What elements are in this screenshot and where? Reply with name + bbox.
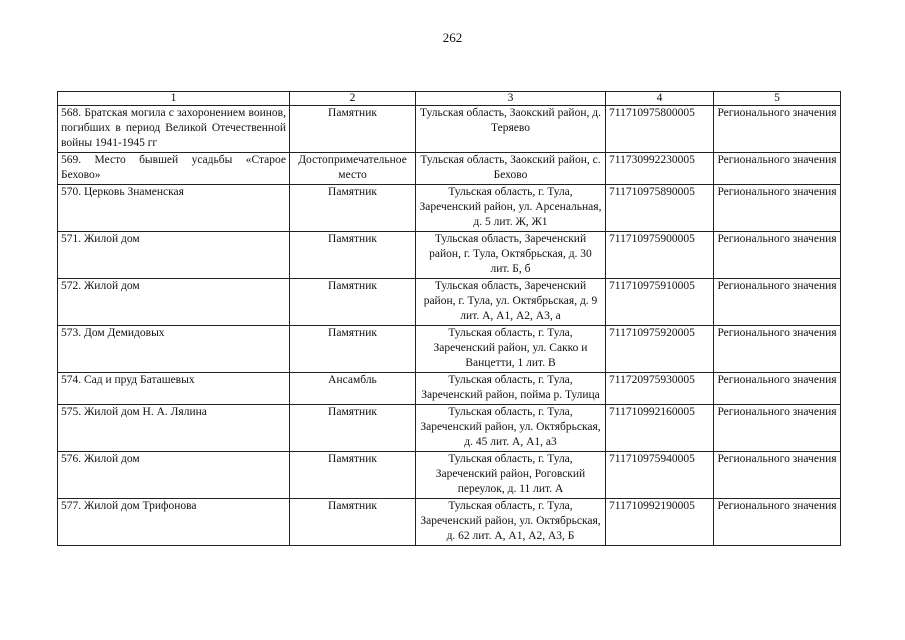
object-name: Жилой дом Трифонова (84, 500, 197, 512)
object-name: Церковь Знаменская (84, 186, 184, 198)
object-type-cell: Ансамбль (290, 373, 416, 405)
registry-code-cell: 711710992190005 (606, 499, 714, 546)
registry-code-cell: 711710975890005 (606, 185, 714, 232)
row-number: 577. (61, 500, 82, 512)
row-number: 572. (61, 280, 82, 292)
registry-code-cell: 711710992160005 (606, 405, 714, 452)
column-header-4: 4 (606, 92, 714, 106)
row-number: 571. (61, 233, 82, 245)
table-row (58, 153, 841, 185)
object-name: Жилой дом (84, 233, 140, 245)
significance-cell: Регионального значения (714, 232, 841, 279)
column-header-5: 5 (714, 92, 841, 106)
object-name: Жилой дом Н. А. Лялина (84, 406, 207, 418)
object-name-cell (58, 326, 290, 373)
registry-code-cell: 711710975910005 (606, 279, 714, 326)
significance-cell: Регионального значения (714, 452, 841, 499)
object-type-cell: Памятник (290, 405, 416, 452)
registry-code-cell: 711710975940005 (606, 452, 714, 499)
significance-cell: Регионального значения (714, 185, 841, 232)
object-name: Место бывшей усадьбы «Старое Бехово» (61, 154, 286, 181)
object-name-cell (58, 106, 290, 153)
object-type-cell: Памятник (290, 185, 416, 232)
table-body (58, 106, 841, 546)
object-name: Братская могила с захоронением воинов, погибших в период Великой Отечественной войны 1941-1945 гг (61, 107, 286, 149)
object-type-cell: Памятник (290, 499, 416, 546)
object-type-cell: Достопримечательное место (290, 153, 416, 185)
significance-cell: Регионального значения (714, 153, 841, 185)
page-number: 262 (442, 30, 463, 45)
registry-code-cell: 711720975930005 (606, 373, 714, 405)
object-name-cell (58, 373, 290, 405)
significance-cell: Регионального значения (714, 326, 841, 373)
registry-code-cell: 711710975900005 (606, 232, 714, 279)
row-number: 573. (61, 327, 82, 339)
object-name: Сад и пруд Баташевых (84, 374, 195, 386)
significance-cell: Регионального значения (714, 279, 841, 326)
object-type-cell: Памятник (290, 452, 416, 499)
column-header-3: 3 (416, 92, 606, 106)
registry-code-cell: 711730992230005 (606, 153, 714, 185)
row-number: 570. (61, 186, 82, 198)
address-cell: Тульская область, г. Тула, Зареченский район, ул. Октябрьская, д. 45 лит. А, А1, а3 (416, 405, 606, 452)
table-row (58, 373, 841, 405)
row-number: 569. (61, 154, 82, 166)
column-number-row (58, 92, 841, 106)
significance-cell: Регионального значения (714, 499, 841, 546)
registry-code-cell: 711710975800005 (606, 106, 714, 153)
object-type-cell: Памятник (290, 232, 416, 279)
address-cell: Тульская область, Зареченский район, г. Тула, ул. Октябрьская, д. 9 лит. А, А1, А2, А3, а (416, 279, 606, 326)
row-number: 574. (61, 374, 82, 386)
address-cell: Тульская область, Зареченский район, г. Тула, Октябрьская, д. 30 лит. Б, б (416, 232, 606, 279)
table-row (58, 326, 841, 373)
object-name: Дом Демидовых (84, 327, 165, 339)
object-type-cell: Памятник (290, 106, 416, 153)
object-name-cell (58, 452, 290, 499)
row-number: 568. (61, 107, 82, 119)
registry-code-cell: 711710975920005 (606, 326, 714, 373)
table-row (58, 279, 841, 326)
object-name-cell (58, 153, 290, 185)
address-cell: Тульская область, г. Тула, Зареченский район, ул. Арсенальная, д. 5 лит. Ж, Ж1 (416, 185, 606, 232)
object-name: Жилой дом (84, 453, 140, 465)
significance-cell: Регионального значения (714, 106, 841, 153)
column-header-1: 1 (58, 92, 290, 106)
address-cell: Тульская область, г. Тула, Зареченский район, Роговский переулок, д. 11 лит. А (416, 452, 606, 499)
object-name-cell (58, 279, 290, 326)
object-name: Жилой дом (84, 280, 140, 292)
table-row (58, 405, 841, 452)
significance-cell: Регионального значения (714, 405, 841, 452)
table-row (58, 452, 841, 499)
table-row (58, 232, 841, 279)
address-cell: Тульская область, г. Тула, Зареченский район, ул. Сакко и Ванцетти, 1 лит. В (416, 326, 606, 373)
heritage-registry-table (57, 91, 841, 546)
significance-cell: Регионального значения (714, 373, 841, 405)
object-name-cell (58, 499, 290, 546)
column-header-2: 2 (290, 92, 416, 106)
table-row (58, 499, 841, 546)
table-row (58, 106, 841, 153)
row-number: 576. (61, 453, 82, 465)
row-number: 575. (61, 406, 82, 418)
address-cell: Тульская область, Заокский район, д. Теряево (416, 106, 606, 153)
address-cell: Тульская область, г. Тула, Зареченский район, ул. Октябрьская, д. 62 лит. А, А1, А2, А3, Б (416, 499, 606, 546)
object-type-cell: Памятник (290, 326, 416, 373)
object-name-cell (58, 405, 290, 452)
object-name-cell (58, 185, 290, 232)
object-name-cell (58, 232, 290, 279)
address-cell: Тульская область, г. Тула, Зареченский район, пойма р. Тулица (416, 373, 606, 405)
table-row (58, 185, 841, 232)
object-type-cell: Памятник (290, 279, 416, 326)
address-cell: Тульская область, Заокский район, с. Бехово (416, 153, 606, 185)
